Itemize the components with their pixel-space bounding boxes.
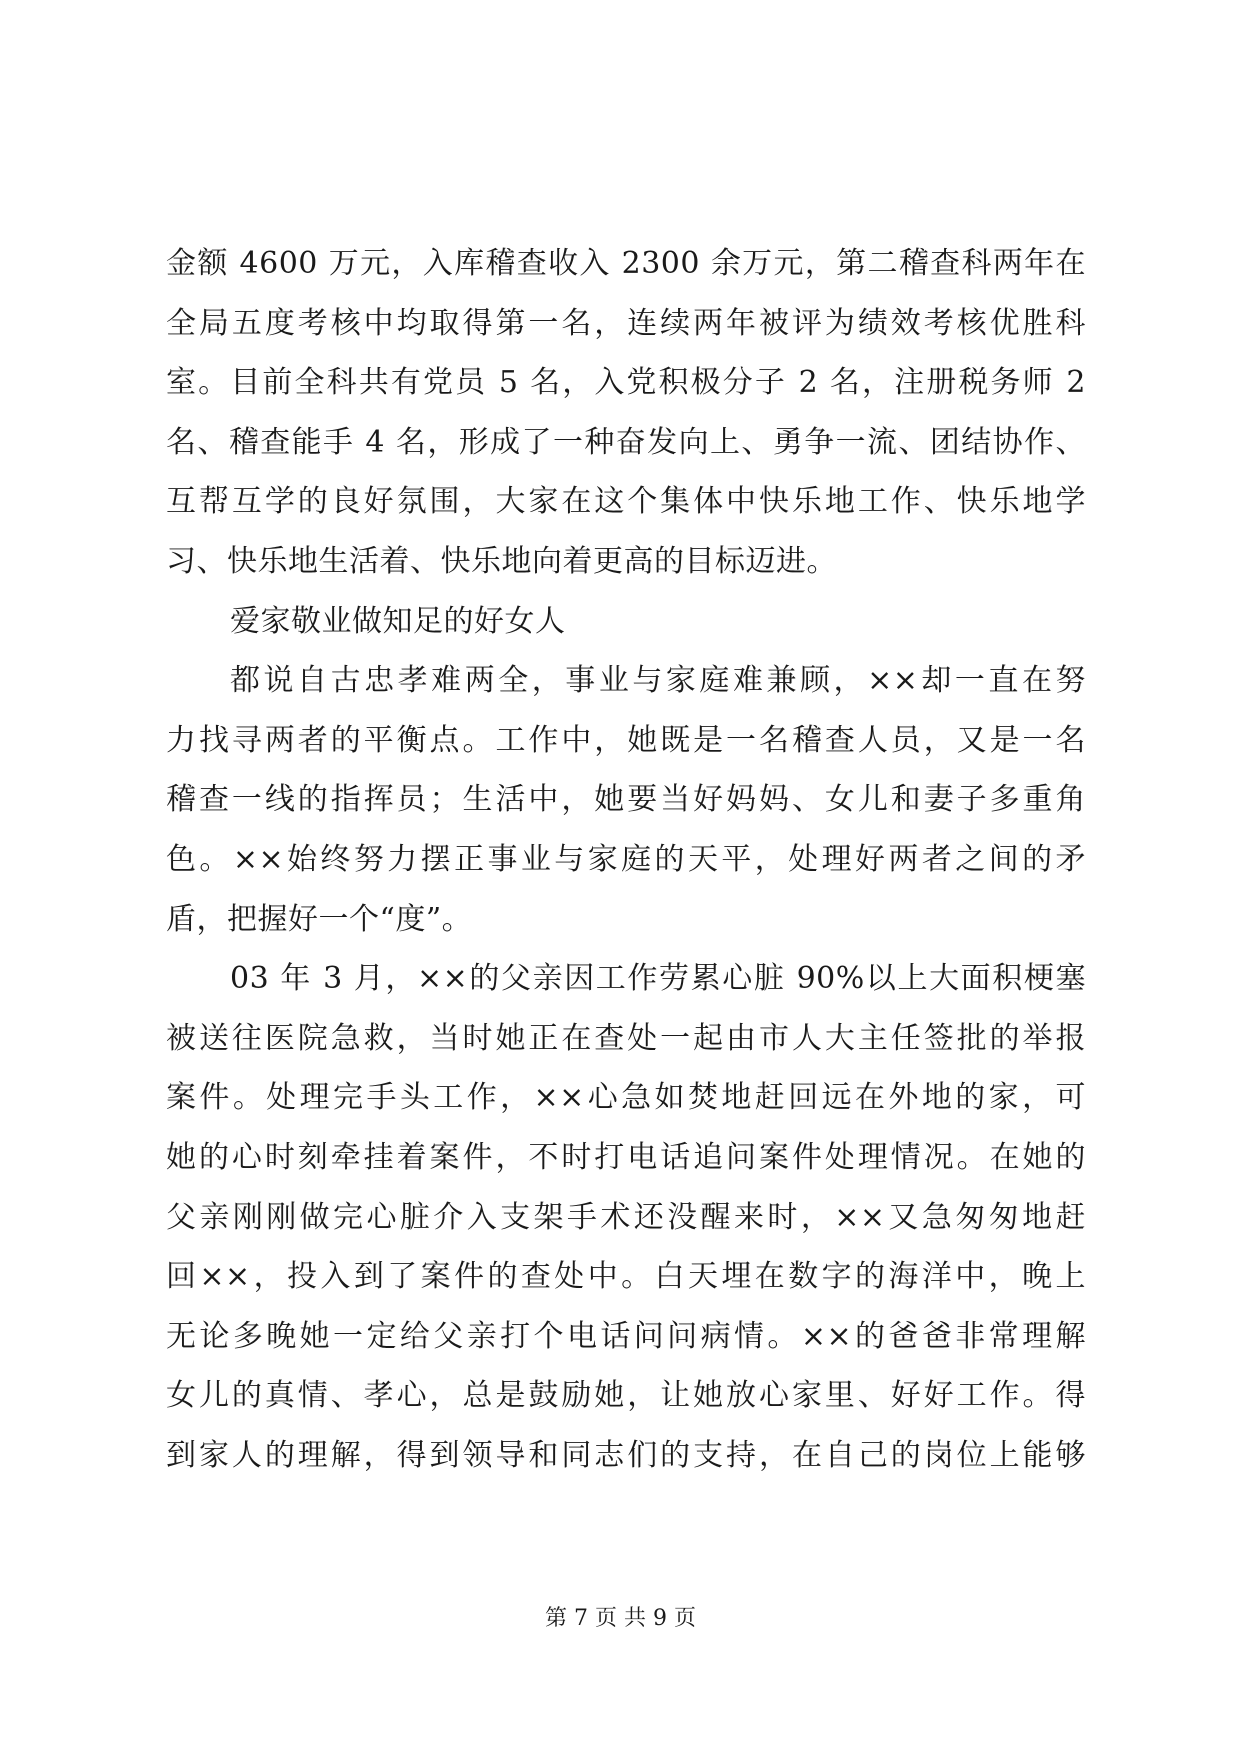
text-line: 盾，把握好一个“度”。 [166, 901, 473, 937]
text-line: 金额 4600 万元，入库稽查收入 2300 余万元，第二稽查科两年在 [166, 246, 1086, 281]
page-footer: 第 7 页 共 9 页 [545, 1606, 696, 1631]
text-line: 室。目前全科共有党员 5 名，入党积极分子 2 名，注册税务师 2 [166, 365, 1086, 401]
text-line: 被送往医院急救，当时她正在查处一起由市人大主任签批的举报 [166, 1020, 1086, 1056]
text-line: 都说自古忠孝难两全，事业与家庭难兼顾，××却一直在努 [230, 663, 1086, 699]
text-line: 习、快乐地生活着、快乐地向着更高的目标迈进。 [166, 543, 837, 579]
text-line: 色。××始终努力摆正事业与家庭的天平，处理好两者之间的矛 [166, 841, 1086, 877]
text-line: 03 年 3 月，××的父亲因工作劳累心脏 90%以上大面积梗塞 [230, 961, 1086, 997]
text-line: 无论多晚她一定给父亲打个电话问问病情。××的爸爸非常理解 [166, 1318, 1086, 1354]
text-line: 父亲刚刚做完心脏介入支架手术还没醒来时，××又急匆匆地赶 [166, 1199, 1086, 1235]
text-line: 互帮互学的良好氛围，大家在这个集体中快乐地工作、快乐地学 [166, 484, 1086, 520]
text-line: 稽查一线的指挥员；生活中，她要当好妈妈、女儿和妻子多重角 [166, 782, 1086, 818]
text-line: 她的心时刻牵挂着案件，不时打电话追问案件处理情况。在她的 [166, 1139, 1086, 1175]
text-line: 回××，投入到了案件的查处中。白天埋在数字的海洋中，晚上 [166, 1259, 1086, 1295]
text-line: 到家人的理解，得到领导和同志们的支持，在自己的岗位上能够 [166, 1437, 1086, 1473]
text-line: 名、稽查能手 4 名，形成了一种奋发向上、勇争一流、团结协作、 [166, 424, 1086, 460]
text-line: 全局五度考核中均取得第一名，连续两年被评为绩效考核优胜科 [166, 305, 1086, 341]
text-line: 女儿的真情、孝心，总是鼓励她，让她放心家里、好好工作。得 [166, 1378, 1086, 1414]
text-line: 力找寻两者的平衡点。工作中，她既是一名稽查人员，又是一名 [166, 722, 1086, 758]
document-body [166, 234, 1086, 1485]
text-line: 案件。处理完手头工作，××心急如焚地赶回远在外地的家，可 [166, 1080, 1086, 1116]
text-line: 爱家敬业做知足的好女人 [230, 603, 566, 639]
